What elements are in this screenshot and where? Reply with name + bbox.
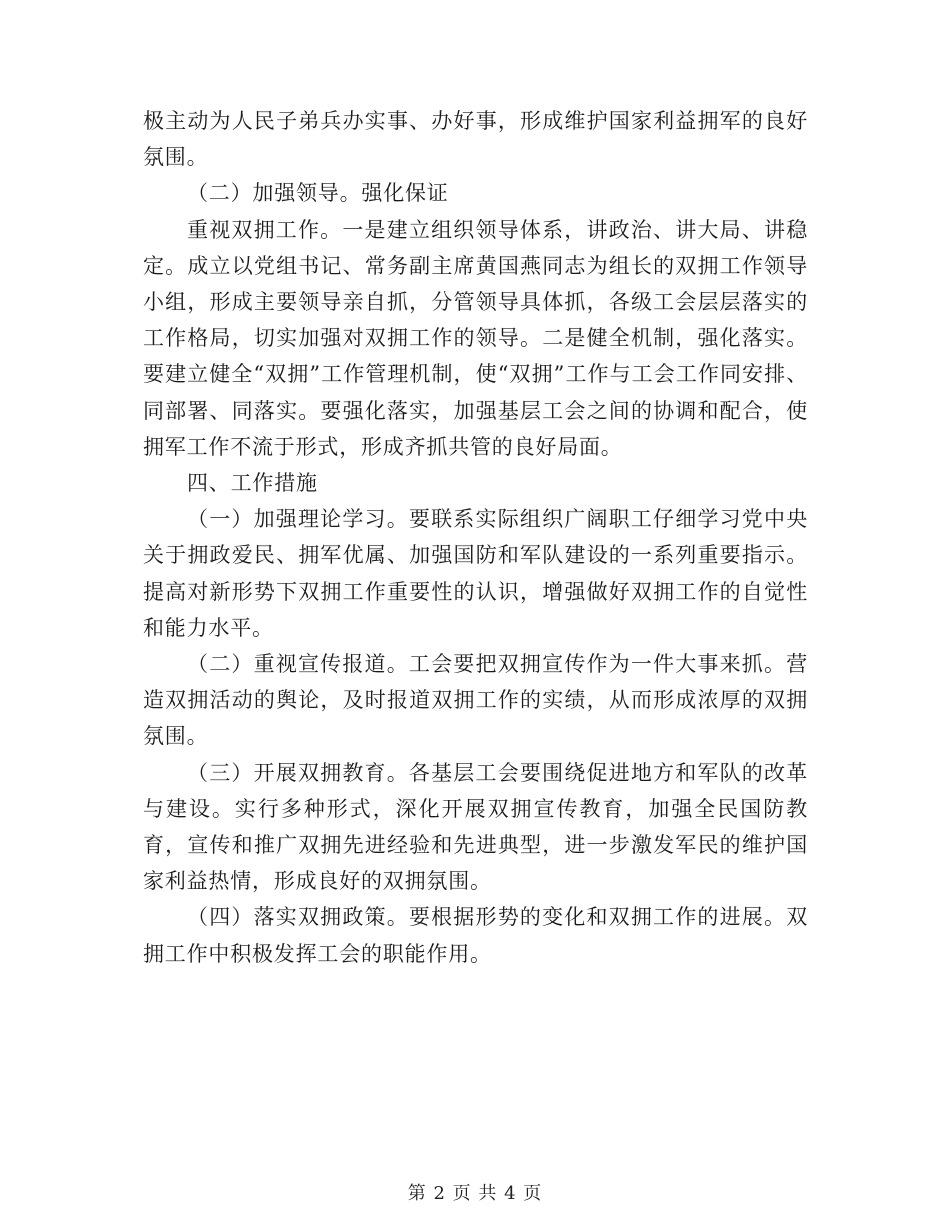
page-number-footer: 第 2 页 共 4 页 xyxy=(407,1183,543,1204)
document-body xyxy=(143,103,808,972)
paragraph-education: （三）开展双拥教育。各基层工会要围绕促进地方和军队的改革与建设。实行多种形式，深化开展双拥宣传教育，加强全民国防教育，宣传和推广双拥先进经验和先进典型，进一步激发军民的维护国家利益热情，形成良好的双拥氛围。 xyxy=(143,760,808,894)
paragraph-publicity: （二）重视宣传报道。工会要把双拥宣传作为一件大事来抓。营造双拥活动的舆论，及时报道双拥工作的实绩，从而形成浓厚的双拥氛围。 xyxy=(143,652,808,749)
paragraph-continuation: 极主动为人民子弟兵办实事、办好事，形成维护国家利益拥军的良好氛围。 xyxy=(143,109,808,170)
paragraph-theory-study: （一）加强理论学习。要联系实际组织广阔职工仔细学习党中央关于拥政爱民、拥军优属、加强国防和军队建设的一系列重要指示。提高对新形势下双拥工作重要性的认识，增强做好双拥工作的自觉性和能力水平。 xyxy=(143,507,808,640)
subheading-leadership: （二）加强领导。强化保证 xyxy=(187,181,449,206)
paragraph-leadership: 重视双拥工作。一是建立组织领导体系，讲政治、讲大局、讲稳定。成立以党组书记、常务副主席黄国燕同志为组长的双拥工作领导小组，形成主要领导亲自抓，分管领导具体抓，各级工会层层落实的工作格局，切实加强对双拥工作的领导。二是健全机制，强化落实。要建立健全“双拥”工作管理机制，使“双拥”工作与工会工作同安排、同部署、同落实。要强化落实，加强基层工会之间的协调和配合，使拥军工作不流于形式，形成齐抓共管的良好局面。 xyxy=(143,217,808,459)
section-heading-measures: 四、工作措施 xyxy=(187,471,318,496)
paragraph-policy: （四）落实双拥政策。要根据形势的变化和双拥工作的进展。双拥工作中积极发挥工会的职能作用。 xyxy=(143,905,808,966)
